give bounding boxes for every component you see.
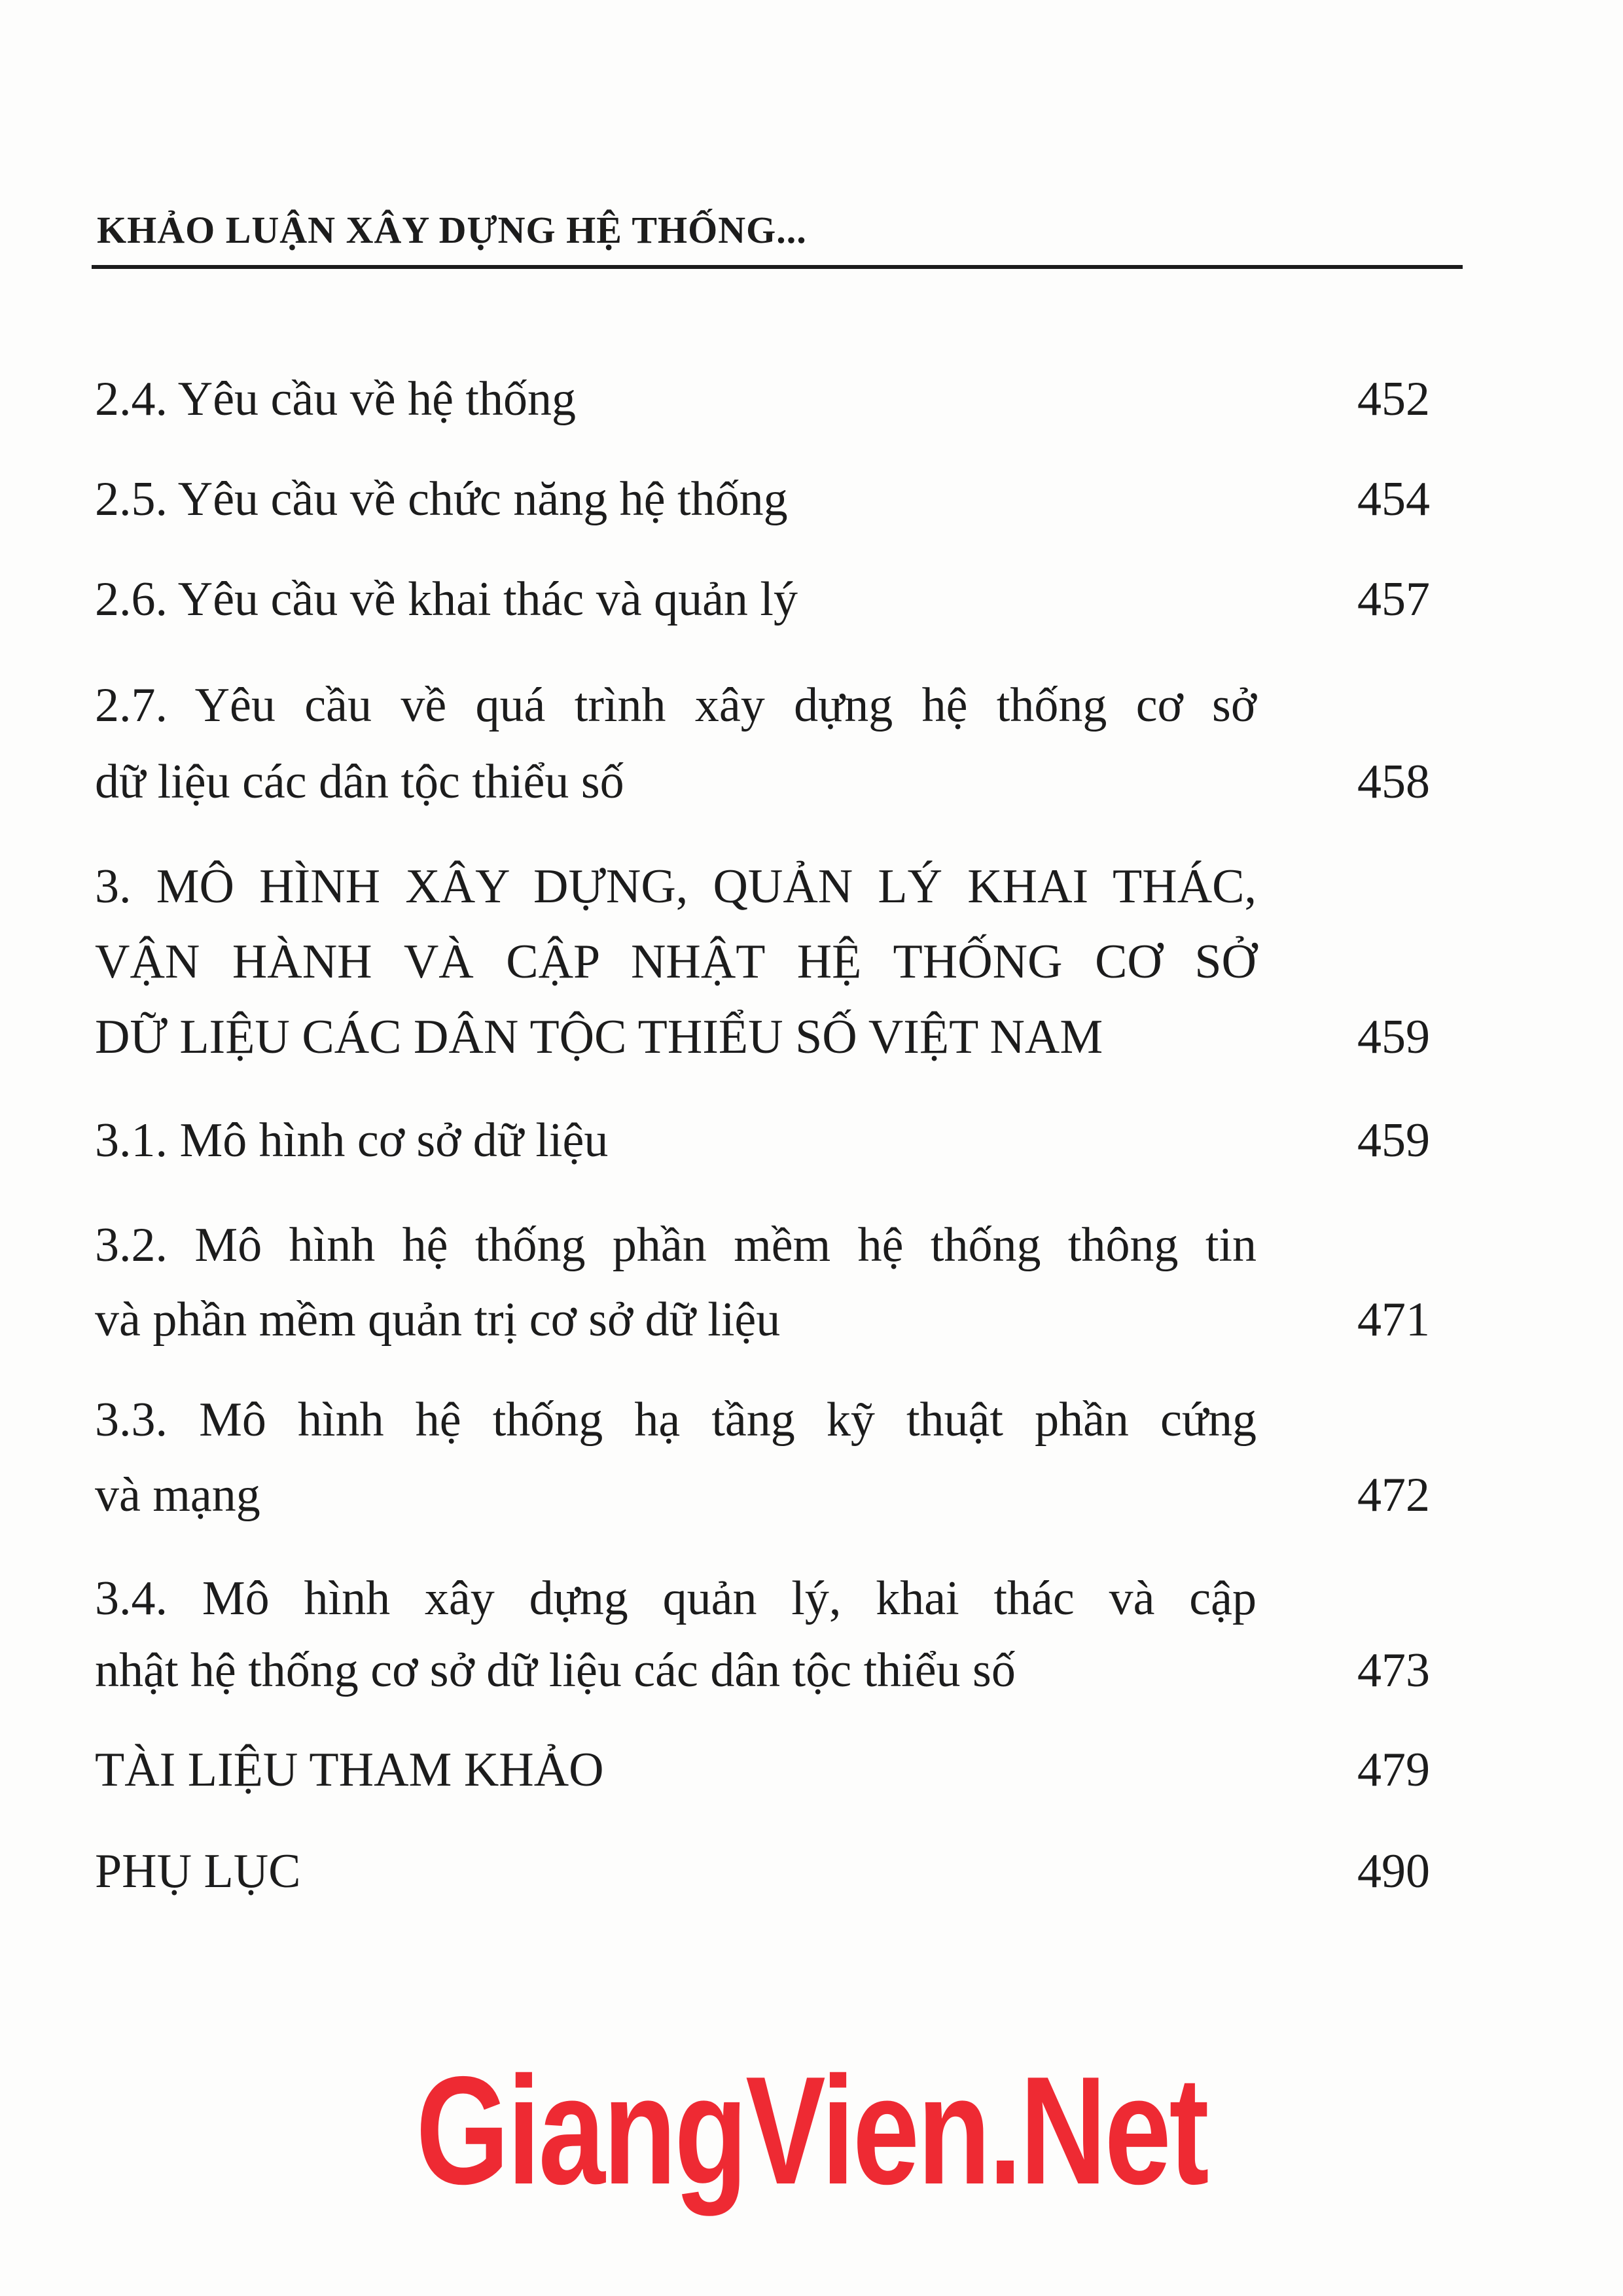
toc-entry-2-7-page: 458 (1357, 755, 1430, 809)
toc-entry-3-1-page: 459 (1357, 1114, 1430, 1167)
toc-entry-3-2-line-2: và phần mềm quản trị cơ sở dữ liệu (95, 1293, 781, 1347)
watermark-logo: GiangVien.Net (416, 2044, 1207, 2216)
toc-entry-2-7-line-2: dữ liệu các dân tộc thiểu số (95, 755, 624, 809)
toc-entry-3-2-line-1: 3.2. Mô hình hệ thống phần mềm hệ thống thông tin (95, 1218, 1257, 1272)
toc-entry-3-1-line-1: 3.1. Mô hình cơ sở dữ liệu (95, 1114, 609, 1167)
toc-entry-3-3-line-1: 3.3. Mô hình hệ thống hạ tầng kỹ thuật phần cứng (95, 1393, 1257, 1447)
toc-entry-2-6-line-1: 2.6. Yêu cầu về khai thác và quản lý (95, 573, 798, 626)
header-rule (92, 265, 1463, 269)
toc-entry-2-4-line-1: 2.4. Yêu cầu về hệ thống (95, 372, 576, 426)
toc-entry-3-line-2: VẬN HÀNH VÀ CẬP NHẬT HỆ THỐNG CƠ SỞ (95, 935, 1257, 989)
toc-entry-3-4-page: 473 (1357, 1644, 1430, 1697)
toc-entry-3-2-page: 471 (1357, 1293, 1430, 1347)
toc-entry-3-line-1: 3. MÔ HÌNH XÂY DỰNG, QUẢN LÝ KHAI THÁC, (95, 860, 1257, 913)
toc-entry-3-4-line-2: nhật hệ thống cơ sở dữ liệu các dân tộc thiểu số (95, 1644, 1016, 1697)
toc-entry-3-3-page: 472 (1357, 1468, 1430, 1522)
toc-entry-3-line-3: DỮ LIỆU CÁC DÂN TỘC THIỂU SỐ VIỆT NAM (95, 1010, 1103, 1064)
toc-entry-references-line-1: TÀI LIỆU THAM KHẢO (95, 1743, 604, 1797)
toc-entry-appendix-page: 490 (1357, 1845, 1430, 1898)
toc-entry-3-4-line-1: 3.4. Mô hình xây dựng quản lý, khai thác và cập (95, 1572, 1257, 1625)
running-header: KHẢO LUẬN XÂY DỰNG HỆ THỐNG... (97, 209, 807, 251)
toc-entry-references-page: 479 (1357, 1743, 1430, 1797)
toc-entry-2-4-page: 452 (1357, 372, 1430, 426)
toc-entry-2-5-line-1: 2.5. Yêu cầu về chức năng hệ thống (95, 472, 788, 526)
toc-entry-appendix-line-1: PHỤ LỤC (95, 1845, 301, 1898)
toc-entry-2-7-line-1: 2.7. Yêu cầu về quá trình xây dựng hệ thống cơ sở (95, 679, 1257, 732)
toc-entry-3-page: 459 (1357, 1010, 1430, 1064)
toc-entry-2-5-page: 454 (1357, 472, 1430, 526)
toc-entry-2-6-page: 457 (1357, 573, 1430, 626)
toc-entry-3-3-line-2: và mạng (95, 1468, 260, 1522)
